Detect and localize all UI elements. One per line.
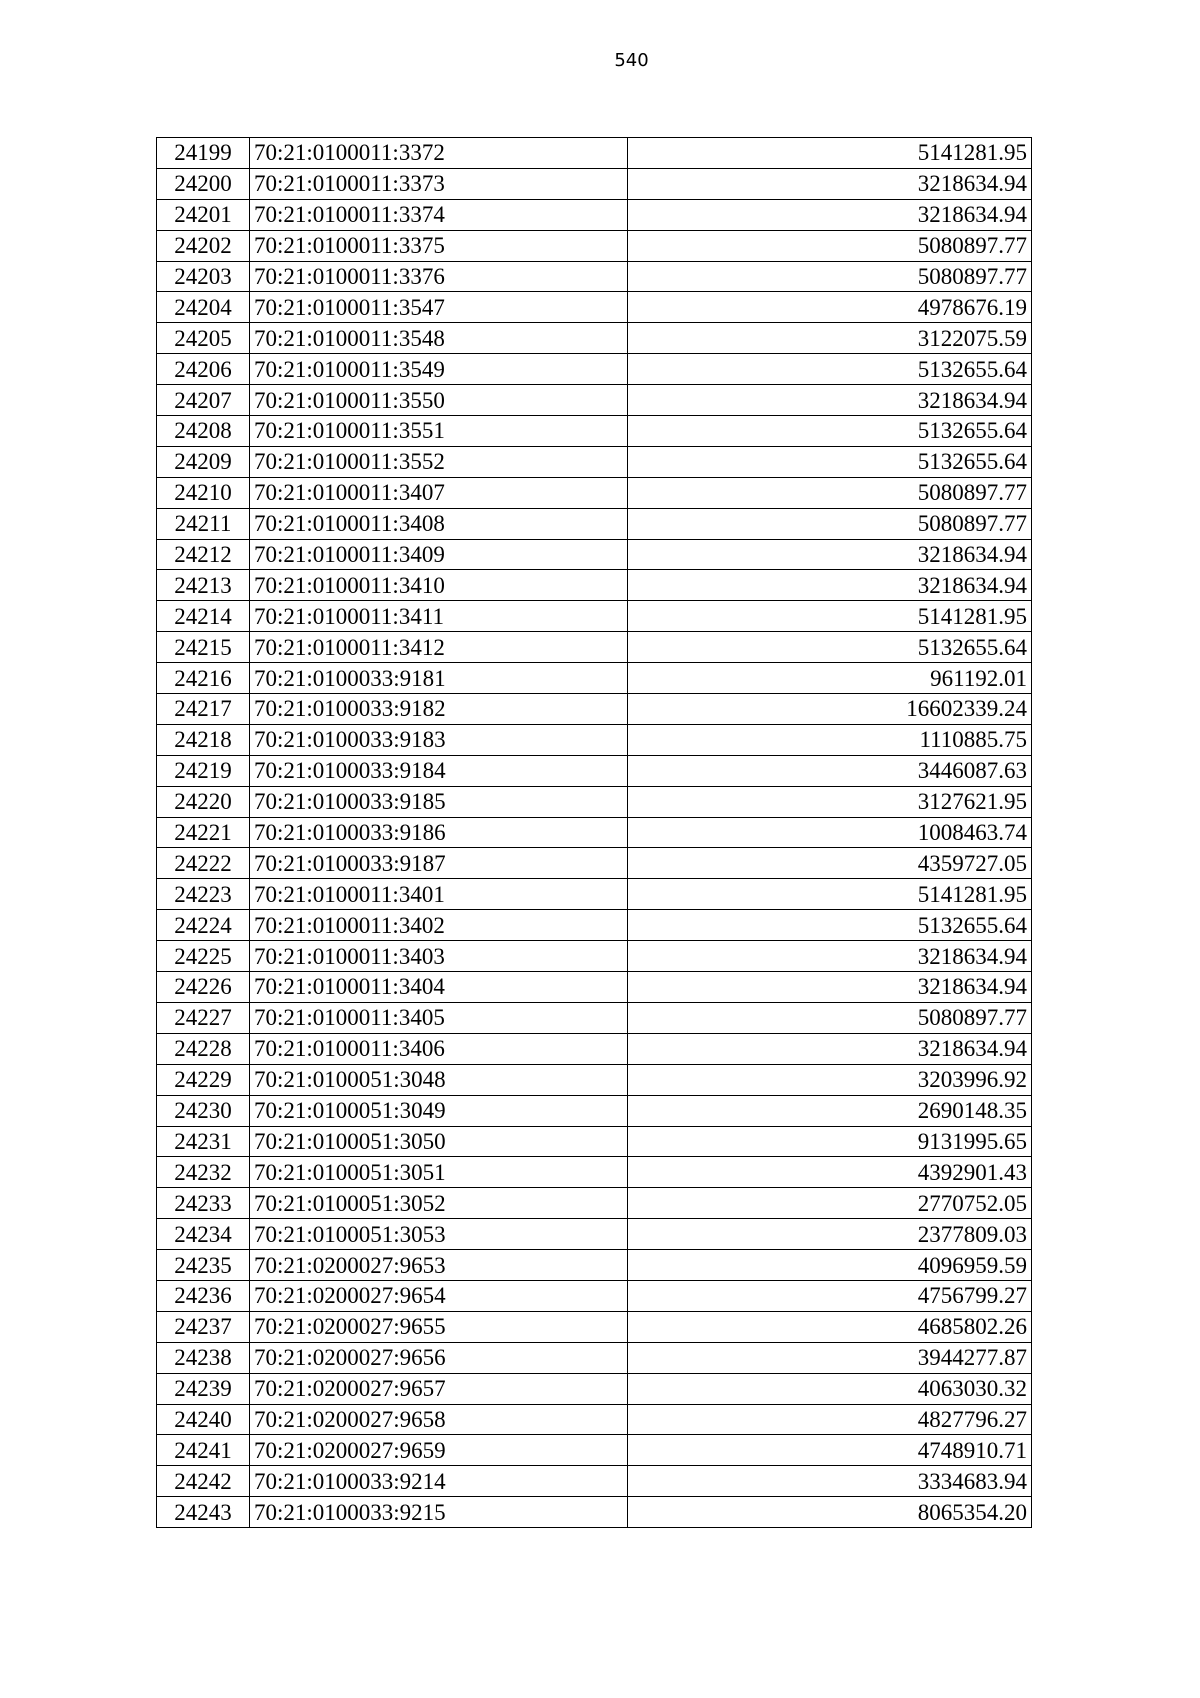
table-row [157, 168, 1032, 199]
row-number-cell: 24219 [157, 755, 250, 786]
cadastral-value-table [156, 137, 1032, 1528]
cadastral-value-cell: 3203996.92 [628, 1064, 1032, 1095]
cadastral-value-cell: 2377809.03 [628, 1219, 1032, 1250]
row-number-cell: 24228 [157, 1033, 250, 1064]
cadastral-value-cell: 2770752.05 [628, 1188, 1032, 1219]
row-number-cell: 24227 [157, 1002, 250, 1033]
row-number-cell: 24225 [157, 941, 250, 972]
row-number-cell: 24215 [157, 632, 250, 663]
cadastral-number-cell: 70:21:0100051:3051 [250, 1157, 628, 1188]
table-row [157, 663, 1032, 694]
cadastral-number-cell: 70:21:0100033:9184 [250, 755, 628, 786]
row-number-cell: 24243 [157, 1497, 250, 1528]
cadastral-number-cell: 70:21:0100051:3050 [250, 1126, 628, 1157]
cadastral-number-cell: 70:21:0100033:9215 [250, 1497, 628, 1528]
row-number-cell: 24229 [157, 1064, 250, 1095]
cadastral-number-cell: 70:21:0100011:3547 [250, 292, 628, 323]
row-number-cell: 24240 [157, 1404, 250, 1435]
cadastral-number-cell: 70:21:0100011:3551 [250, 416, 628, 447]
table-row [157, 199, 1032, 230]
cadastral-value-cell: 4748910.71 [628, 1435, 1032, 1466]
cadastral-value-cell: 3218634.94 [628, 199, 1032, 230]
table-row [157, 755, 1032, 786]
row-number-cell: 24202 [157, 230, 250, 261]
cadastral-number-cell: 70:21:0100051:3049 [250, 1095, 628, 1126]
cadastral-number-cell: 70:21:0100011:3401 [250, 879, 628, 910]
table-row [157, 1157, 1032, 1188]
row-number-cell: 24212 [157, 539, 250, 570]
cadastral-number-cell: 70:21:0100011:3402 [250, 910, 628, 941]
table-row [157, 354, 1032, 385]
cadastral-number-cell: 70:21:0100051:3053 [250, 1219, 628, 1250]
cadastral-value-cell: 1110885.75 [628, 724, 1032, 755]
row-number-cell: 24230 [157, 1095, 250, 1126]
cadastral-number-cell: 70:21:0100011:3405 [250, 1002, 628, 1033]
row-number-cell: 24232 [157, 1157, 250, 1188]
table-row [157, 323, 1032, 354]
row-number-cell: 24216 [157, 663, 250, 694]
cadastral-number-cell: 70:21:0100011:3410 [250, 570, 628, 601]
table-row [157, 230, 1032, 261]
table-row [157, 724, 1032, 755]
cadastral-value-cell: 4685802.26 [628, 1311, 1032, 1342]
cadastral-value-cell: 5080897.77 [628, 1002, 1032, 1033]
cadastral-value-cell: 8065354.20 [628, 1497, 1032, 1528]
table-row [157, 632, 1032, 663]
table-row [157, 1188, 1032, 1219]
table-row [157, 1311, 1032, 1342]
row-number-cell: 24199 [157, 138, 250, 169]
cadastral-number-cell: 70:21:0100011:3374 [250, 199, 628, 230]
cadastral-number-cell: 70:21:0100033:9181 [250, 663, 628, 694]
cadastral-value-cell: 3218634.94 [628, 168, 1032, 199]
cadastral-number-cell: 70:21:0200027:9653 [250, 1250, 628, 1281]
cadastral-value-cell: 5080897.77 [628, 477, 1032, 508]
table-row [157, 385, 1032, 416]
cadastral-number-cell: 70:21:0100051:3048 [250, 1064, 628, 1095]
table-row [157, 1064, 1032, 1095]
cadastral-number-cell: 70:21:0100033:9187 [250, 848, 628, 879]
row-number-cell: 24201 [157, 199, 250, 230]
table-row [157, 1126, 1032, 1157]
table-row [157, 1466, 1032, 1497]
table-row [157, 1033, 1032, 1064]
cadastral-value-cell: 5080897.77 [628, 261, 1032, 292]
cadastral-number-cell: 70:21:0100011:3407 [250, 477, 628, 508]
cadastral-number-cell: 70:21:0100011:3406 [250, 1033, 628, 1064]
cadastral-value-cell: 5132655.64 [628, 632, 1032, 663]
cadastral-number-cell: 70:21:0100051:3052 [250, 1188, 628, 1219]
table-row [157, 879, 1032, 910]
row-number-cell: 24204 [157, 292, 250, 323]
table-row [157, 1404, 1032, 1435]
row-number-cell: 24222 [157, 848, 250, 879]
table-row [157, 694, 1032, 725]
cadastral-number-cell: 70:21:0200027:9656 [250, 1342, 628, 1373]
cadastral-value-cell: 3334683.94 [628, 1466, 1032, 1497]
row-number-cell: 24210 [157, 477, 250, 508]
cadastral-value-cell: 5080897.77 [628, 230, 1032, 261]
row-number-cell: 24231 [157, 1126, 250, 1157]
table-row [157, 539, 1032, 570]
table-row [157, 1280, 1032, 1311]
cadastral-value-cell: 16602339.24 [628, 694, 1032, 725]
row-number-cell: 24206 [157, 354, 250, 385]
cadastral-number-cell: 70:21:0100011:3411 [250, 601, 628, 632]
cadastral-value-cell: 4978676.19 [628, 292, 1032, 323]
cadastral-number-cell: 70:21:0100033:9183 [250, 724, 628, 755]
table-row [157, 601, 1032, 632]
cadastral-number-cell: 70:21:0100033:9214 [250, 1466, 628, 1497]
table-row [157, 1002, 1032, 1033]
cadastral-number-cell: 70:21:0100011:3375 [250, 230, 628, 261]
table-row [157, 292, 1032, 323]
cadastral-value-cell: 3127621.95 [628, 786, 1032, 817]
table-row [157, 261, 1032, 292]
row-number-cell: 24235 [157, 1250, 250, 1281]
cadastral-number-cell: 70:21:0100033:9186 [250, 817, 628, 848]
table-row [157, 1342, 1032, 1373]
table-row [157, 1219, 1032, 1250]
cadastral-value-cell: 5132655.64 [628, 416, 1032, 447]
cadastral-number-cell: 70:21:0100011:3548 [250, 323, 628, 354]
cadastral-number-cell: 70:21:0100011:3372 [250, 138, 628, 169]
table-row [157, 1373, 1032, 1404]
row-number-cell: 24208 [157, 416, 250, 447]
row-number-cell: 24226 [157, 972, 250, 1003]
table-row [157, 1435, 1032, 1466]
row-number-cell: 24218 [157, 724, 250, 755]
table-row [157, 416, 1032, 447]
table-row [157, 570, 1032, 601]
cadastral-number-cell: 70:21:0100011:3409 [250, 539, 628, 570]
table-row [157, 786, 1032, 817]
row-number-cell: 24213 [157, 570, 250, 601]
cadastral-number-cell: 70:21:0200027:9654 [250, 1280, 628, 1311]
cadastral-value-cell: 3122075.59 [628, 323, 1032, 354]
table-row [157, 508, 1032, 539]
cadastral-value-cell: 3218634.94 [628, 385, 1032, 416]
row-number-cell: 24221 [157, 817, 250, 848]
cadastral-value-cell: 5132655.64 [628, 446, 1032, 477]
cadastral-value-cell: 5141281.95 [628, 138, 1032, 169]
cadastral-value-cell: 3944277.87 [628, 1342, 1032, 1373]
cadastral-value-cell: 4063030.32 [628, 1373, 1032, 1404]
table-row [157, 1250, 1032, 1281]
table-row [157, 138, 1032, 169]
cadastral-number-cell: 70:21:0100011:3376 [250, 261, 628, 292]
cadastral-value-cell: 5132655.64 [628, 354, 1032, 385]
row-number-cell: 24211 [157, 508, 250, 539]
cadastral-value-cell: 3446087.63 [628, 755, 1032, 786]
cadastral-value-cell: 4756799.27 [628, 1280, 1032, 1311]
cadastral-number-cell: 70:21:0100011:3412 [250, 632, 628, 663]
cadastral-value-cell: 5080897.77 [628, 508, 1032, 539]
table-body [157, 138, 1032, 1528]
row-number-cell: 24224 [157, 910, 250, 941]
cadastral-value-cell: 1008463.74 [628, 817, 1032, 848]
table-row [157, 910, 1032, 941]
cadastral-value-cell: 5132655.64 [628, 910, 1032, 941]
row-number-cell: 24238 [157, 1342, 250, 1373]
cadastral-value-cell: 4827796.27 [628, 1404, 1032, 1435]
row-number-cell: 24239 [157, 1373, 250, 1404]
cadastral-value-cell: 3218634.94 [628, 941, 1032, 972]
cadastral-number-cell: 70:21:0100033:9185 [250, 786, 628, 817]
cadastral-value-cell: 2690148.35 [628, 1095, 1032, 1126]
cadastral-number-cell: 70:21:0200027:9657 [250, 1373, 628, 1404]
cadastral-value-cell: 5141281.95 [628, 879, 1032, 910]
row-number-cell: 24207 [157, 385, 250, 416]
table-row [157, 477, 1032, 508]
cadastral-number-cell: 70:21:0100011:3549 [250, 354, 628, 385]
cadastral-number-cell: 70:21:0100011:3403 [250, 941, 628, 972]
row-number-cell: 24234 [157, 1219, 250, 1250]
table-row [157, 1095, 1032, 1126]
table-row [157, 817, 1032, 848]
cadastral-value-cell: 961192.01 [628, 663, 1032, 694]
table-row [157, 1497, 1032, 1528]
cadastral-number-cell: 70:21:0100011:3550 [250, 385, 628, 416]
table-row [157, 972, 1032, 1003]
cadastral-value-cell: 5141281.95 [628, 601, 1032, 632]
cadastral-value-cell: 3218634.94 [628, 1033, 1032, 1064]
cadastral-number-cell: 70:21:0200027:9658 [250, 1404, 628, 1435]
cadastral-value-cell: 3218634.94 [628, 570, 1032, 601]
row-number-cell: 24200 [157, 168, 250, 199]
cadastral-value-cell: 9131995.65 [628, 1126, 1032, 1157]
cadastral-value-cell: 3218634.94 [628, 539, 1032, 570]
row-number-cell: 24220 [157, 786, 250, 817]
row-number-cell: 24242 [157, 1466, 250, 1497]
cadastral-value-cell: 4359727.05 [628, 848, 1032, 879]
cadastral-number-cell: 70:21:0100033:9182 [250, 694, 628, 725]
cadastral-value-cell: 4096959.59 [628, 1250, 1032, 1281]
cadastral-number-cell: 70:21:0200027:9655 [250, 1311, 628, 1342]
cadastral-number-cell: 70:21:0100011:3408 [250, 508, 628, 539]
cadastral-number-cell: 70:21:0100011:3404 [250, 972, 628, 1003]
table-row [157, 941, 1032, 972]
table-row [157, 848, 1032, 879]
cadastral-value-cell: 3218634.94 [628, 972, 1032, 1003]
page-number: 540 [614, 50, 649, 71]
row-number-cell: 24236 [157, 1280, 250, 1311]
cadastral-number-cell: 70:21:0100011:3373 [250, 168, 628, 199]
row-number-cell: 24209 [157, 446, 250, 477]
cadastral-number-cell: 70:21:0100011:3552 [250, 446, 628, 477]
row-number-cell: 24214 [157, 601, 250, 632]
row-number-cell: 24241 [157, 1435, 250, 1466]
row-number-cell: 24217 [157, 694, 250, 725]
row-number-cell: 24223 [157, 879, 250, 910]
row-number-cell: 24237 [157, 1311, 250, 1342]
row-number-cell: 24203 [157, 261, 250, 292]
cadastral-value-cell: 4392901.43 [628, 1157, 1032, 1188]
cadastral-number-cell: 70:21:0200027:9659 [250, 1435, 628, 1466]
row-number-cell: 24205 [157, 323, 250, 354]
row-number-cell: 24233 [157, 1188, 250, 1219]
table-row [157, 446, 1032, 477]
